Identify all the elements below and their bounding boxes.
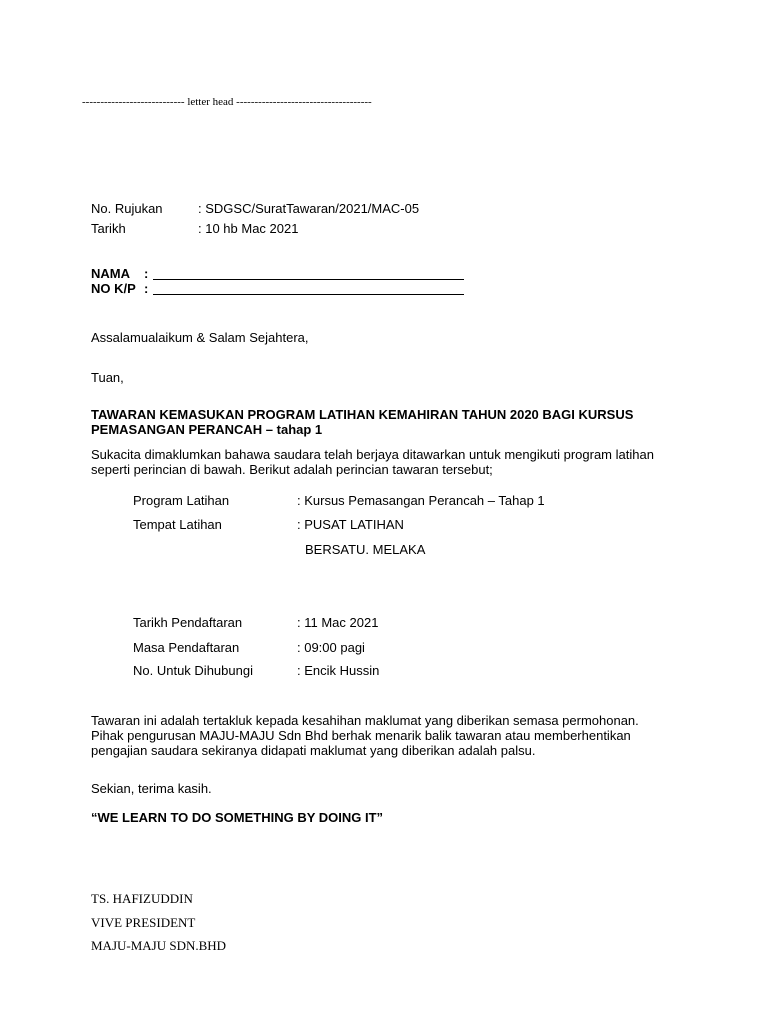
- contact-label: No. Untuk Dihubungi: [133, 663, 253, 678]
- intro-line-2: seperti perincian di bawah. Berikut adalah perincian tawaran tersebut;: [91, 462, 493, 477]
- ic-number-colon: :: [144, 281, 149, 296]
- letterhead-placeholder: ---------------------------- letter head -------------------------------------: [82, 96, 372, 108]
- training-venue-value: : PUSAT LATIHAN: [297, 517, 404, 532]
- reference-number-value: : SDGSC/SuratTawaran/2021/MAC-05: [198, 201, 420, 216]
- reference-number-label: No. Rujukan: [91, 201, 163, 216]
- motto: “WE LEARN TO DO SOMETHING BY DOING IT”: [91, 810, 384, 825]
- signatory-title: VIVE PRESIDENT: [91, 915, 196, 930]
- program-label: Program Latihan: [133, 493, 230, 508]
- name-blank-line: [153, 279, 464, 280]
- name-colon: :: [144, 266, 149, 281]
- training-venue-label: Tempat Latihan: [133, 517, 222, 532]
- name-label: NAMA: [91, 266, 130, 281]
- date-label: Tarikh: [91, 221, 126, 236]
- greeting: Assalamualaikum & Salam Sejahtera,: [91, 330, 309, 345]
- subject-line-2: PEMASANGAN PERANCAH – tahap 1: [91, 422, 323, 437]
- closing-remark: Sekian, terima kasih.: [91, 781, 212, 796]
- registration-time-value: : 09:00 pagi: [297, 640, 365, 655]
- registration-date-label: Tarikh Pendaftaran: [133, 615, 243, 630]
- contact-value: : Encik Hussin: [297, 663, 380, 678]
- salutation: Tuan,: [91, 370, 124, 385]
- registration-time-label: Masa Pendaftaran: [133, 640, 240, 655]
- signatory-name: TS. HAFIZUDDIN: [91, 891, 193, 906]
- training-venue-value-line-2: BERSATU. MELAKA: [305, 542, 426, 557]
- ic-number-blank-line: [153, 294, 464, 295]
- ic-number-label: NO K/P: [91, 281, 136, 296]
- intro-line-1: Sukacita dimaklumkan bahawa saudara telah berjaya ditawarkan untuk mengikuti program latihan: [91, 447, 654, 462]
- terms-line-1: Tawaran ini adalah tertakluk kepada kesahihan maklumat yang diberikan semasa permohonan.: [91, 713, 639, 728]
- terms-line-2: Pihak pengurusan MAJU-MAJU Sdn Bhd berhak menarik balik tawaran atau memberhentikan: [91, 728, 631, 743]
- terms-line-3: pengajian saudara sekiranya didapati maklumat yang diberikan adalah palsu.: [91, 743, 536, 758]
- program-value: : Kursus Pemasangan Perancah – Tahap 1: [297, 493, 545, 508]
- date-value: : 10 hb Mac 2021: [198, 221, 299, 236]
- registration-date-value: : 11 Mac 2021: [297, 615, 379, 630]
- subject-line-1: TAWARAN KEMASUKAN PROGRAM LATIHAN KEMAHIRAN TAHUN 2020 BAGI KURSUS: [91, 407, 634, 422]
- signatory-company: MAJU-MAJU SDN.BHD: [91, 938, 227, 953]
